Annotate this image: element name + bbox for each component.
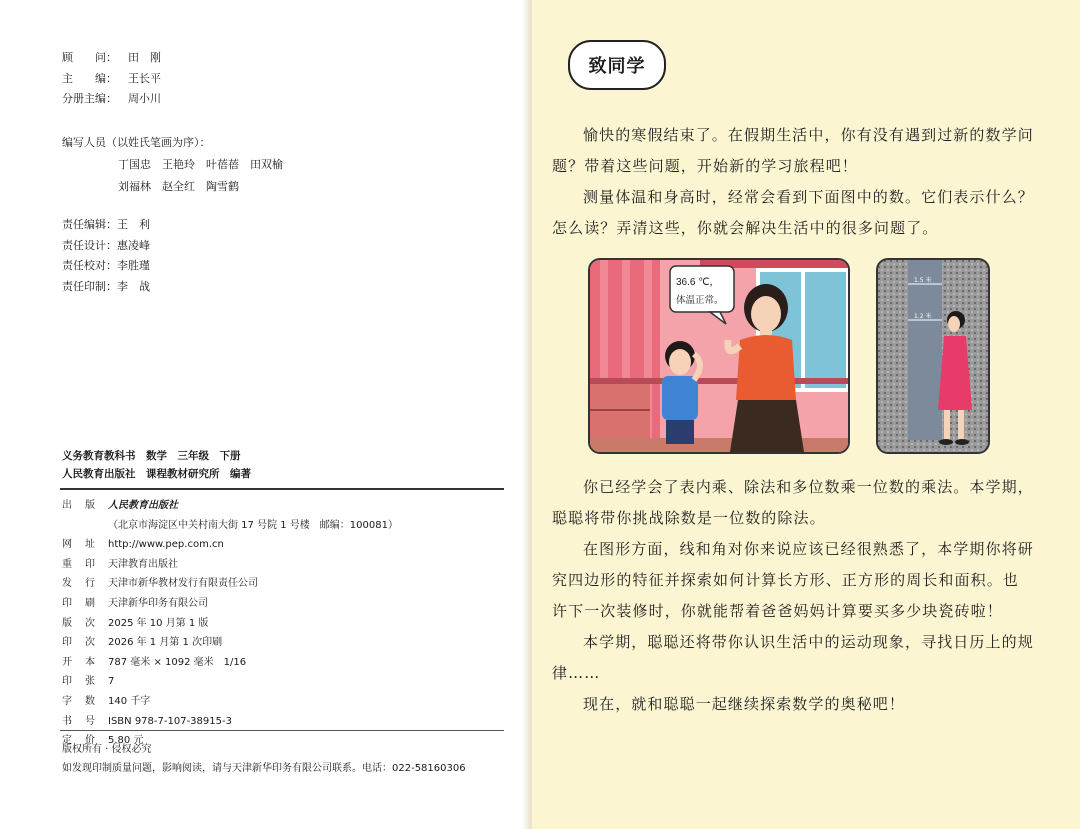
pub-row: 版次2025 年 10 月第 1 版 xyxy=(62,617,209,629)
pub-row: 印刷天津新华印务有限公司 xyxy=(62,597,208,609)
temperature-illustration xyxy=(588,258,850,454)
greeting-badge: 致同学 xyxy=(568,40,666,90)
editorial-row: 责任校对：李胜瑾 xyxy=(62,259,150,273)
pub-row: 书号ISBN 978-7-107-38915-3 xyxy=(62,715,232,727)
divider xyxy=(60,730,504,731)
pub-row: 网址http://www.pep.com.cn xyxy=(62,539,224,551)
height-illustration xyxy=(876,258,990,454)
pub-row: 开本787 毫米 × 1092 毫米 1/16 xyxy=(62,656,247,668)
pub-row: 出版人民教育出版社 xyxy=(62,500,178,511)
paragraph: 本学期，聪聪还将带你认识生活中的运动现象，寻找日历上的规律…… xyxy=(552,633,1034,682)
pub-row: 重印天津教育出版社 xyxy=(62,558,178,570)
paragraph: 现在，就和聪聪一起继续探索数学的奥秘吧！ xyxy=(583,695,906,713)
bubble-text: 体温正常。 xyxy=(676,295,724,306)
publication-info xyxy=(62,496,398,751)
pub-row: 字数140 千字 xyxy=(62,695,151,707)
pub-row: 定价5.80 元 xyxy=(62,735,144,747)
paragraph: 愉快的寒假结束了。在假期生活中，你有没有遇到过新的数学问题？带着这些问题，开始新的学习旅程吧！ xyxy=(552,126,1034,175)
credit-row: 顾 问： 田 刚 xyxy=(62,51,161,64)
divider xyxy=(60,488,504,490)
height-scene xyxy=(878,260,988,452)
paragraph: 在图形方面，线和角对你来说应该已经很熟悉了，本学期你将研究四边形的特征并探索如何计算长方形、正方形的周长和面积。也许下一次装修时，你就能帮着爸爸妈妈计算要买多少块瓷砖啦！ xyxy=(552,540,1034,620)
classroom-scene xyxy=(590,260,848,452)
credits-block xyxy=(62,48,161,110)
credit-row: 主 编： 王长平 xyxy=(62,71,161,85)
pub-row: （北京市海淀区中关村南大街 17 号院 1 号楼 邮编：100081） xyxy=(108,519,398,531)
authors-label: 编写人员（以姓氏笔画为序）： xyxy=(62,136,211,149)
authors-block xyxy=(62,132,283,198)
editorial-block xyxy=(62,215,150,297)
bubble-text: 36.6 ℃， xyxy=(676,277,720,288)
ruler-label: 1.2 米 xyxy=(914,313,932,320)
editorial-row: 责任设计：惠凌峰 xyxy=(62,238,150,252)
rights-notice: 版权所有 · 侵权必究 如发现印制质量问题，影响阅读，请与天津新华印务有限公司联系。电话：022-58160306 xyxy=(62,744,466,774)
credit-row: 分册主编： 周小川 xyxy=(62,92,161,106)
authors-names: 丁国忠 王艳玲 叶蓓蓓 田双榆 xyxy=(118,158,283,171)
pub-row: 发行天津市新华教材发行有限责任公司 xyxy=(62,578,258,590)
editorial-row: 责任编辑：王 利 xyxy=(62,218,150,231)
paragraph: 你已经学会了表内乘、除法和多位数乘一位数的乘法。本学期，聪聪将带你挑战除数是一位数的除法。 xyxy=(552,478,1034,527)
editorial-row: 责任印制：李 战 xyxy=(62,279,150,293)
paragraph: 测量体温和身高时，经常会看到下面图中的数。它们表示什么？怎么读？弄清这些，你就会解决生活中的很多问题了。 xyxy=(552,188,1034,237)
pub-row: 印次2026 年 1 月第 1 次印刷 xyxy=(62,637,223,649)
copyright-page xyxy=(0,0,532,829)
book-title: 义务教育教科书 数学 三年级 下册 人民教育出版社 课程教材研究所 编著 xyxy=(62,450,251,480)
ruler-label: 1.5 米 xyxy=(914,277,932,284)
pub-row: 印张7 xyxy=(62,676,115,688)
authors-names: 刘福林 赵全红 陶雪鹤 xyxy=(118,180,239,193)
